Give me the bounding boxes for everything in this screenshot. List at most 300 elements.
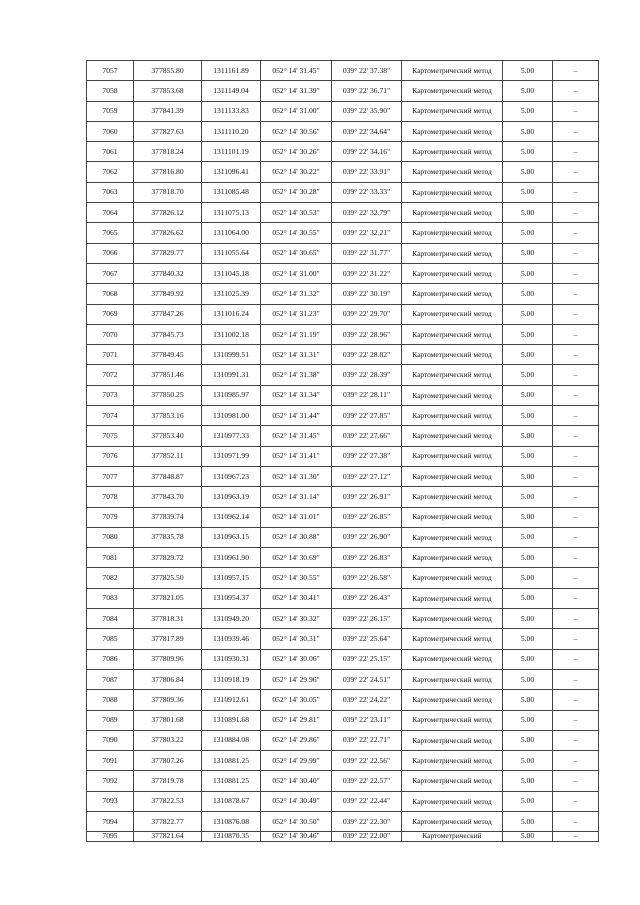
y-coordinate-cell: 1311133.83	[202, 101, 261, 121]
point-number-cell: 7060	[87, 121, 134, 141]
x-coordinate-cell: 377819.78	[134, 771, 202, 791]
precision-cell: 5.00	[503, 609, 553, 629]
x-coordinate-cell: 377801.68	[134, 710, 202, 730]
table-row	[87, 771, 599, 791]
table-row	[87, 446, 599, 466]
table-row	[87, 751, 599, 771]
method-cell: Картометрический метод	[402, 406, 503, 426]
point-number-cell: 7063	[87, 182, 134, 202]
precision-cell: 5.00	[503, 304, 553, 324]
x-coordinate-cell: 377829.77	[134, 243, 202, 263]
point-number-cell: 7093	[87, 791, 134, 811]
table-row	[87, 243, 599, 263]
latitude-cell: 052° 14' 30.28"	[261, 182, 332, 202]
point-number-cell: 7081	[87, 548, 134, 568]
longitude-cell: 039° 22' 29.70"	[332, 304, 402, 324]
precision-cell: 5.00	[503, 487, 553, 507]
y-coordinate-cell: 1311025.39	[202, 284, 261, 304]
point-number-cell: 7067	[87, 263, 134, 283]
point-number-cell: 7087	[87, 669, 134, 689]
y-coordinate-cell: 1310912.61	[202, 690, 261, 710]
y-coordinate-cell: 1311002.18	[202, 324, 261, 344]
x-coordinate-cell: 377803.22	[134, 730, 202, 750]
y-coordinate-cell: 1310963.19	[202, 487, 261, 507]
x-coordinate-cell: 377821.05	[134, 588, 202, 608]
method-cell: Картометрический метод	[402, 426, 503, 446]
note-cell: –	[553, 527, 599, 547]
method-cell: Картометрический метод	[402, 223, 503, 243]
latitude-cell: 052° 14' 31.45"	[261, 426, 332, 446]
x-coordinate-cell: 377809.36	[134, 690, 202, 710]
precision-cell: 5.00	[503, 832, 553, 842]
table-row	[87, 304, 599, 324]
table-row	[87, 629, 599, 649]
note-cell: –	[553, 507, 599, 527]
latitude-cell: 052° 14' 30.88"	[261, 527, 332, 547]
x-coordinate-cell: 377852.11	[134, 446, 202, 466]
y-coordinate-cell: 1311096.41	[202, 162, 261, 182]
longitude-cell: 039° 22' 32.21"	[332, 223, 402, 243]
y-coordinate-cell: 1311055.64	[202, 243, 261, 263]
note-cell: –	[553, 588, 599, 608]
longitude-cell: 039° 22' 25.15"	[332, 649, 402, 669]
precision-cell: 5.00	[503, 61, 553, 81]
precision-cell: 5.00	[503, 710, 553, 730]
y-coordinate-cell: 1311101.19	[202, 142, 261, 162]
point-number-cell: 7085	[87, 629, 134, 649]
latitude-cell: 052° 14' 30.65"	[261, 243, 332, 263]
x-coordinate-cell: 377825.50	[134, 568, 202, 588]
latitude-cell: 052° 14' 31.34"	[261, 385, 332, 405]
table-row	[87, 263, 599, 283]
longitude-cell: 039° 22' 22.71"	[332, 730, 402, 750]
y-coordinate-cell: 1310891.68	[202, 710, 261, 730]
precision-cell: 5.00	[503, 507, 553, 527]
longitude-cell: 039° 22' 33.33"	[332, 182, 402, 202]
x-coordinate-cell: 377853.40	[134, 426, 202, 446]
table-row	[87, 507, 599, 527]
y-coordinate-cell: 1310985.97	[202, 385, 261, 405]
longitude-cell: 039° 22' 36.71"	[332, 81, 402, 101]
x-coordinate-cell: 377851.46	[134, 365, 202, 385]
note-cell: –	[553, 811, 599, 831]
point-number-cell: 7058	[87, 81, 134, 101]
longitude-cell: 039° 22' 27.12"	[332, 466, 402, 486]
precision-cell: 5.00	[503, 811, 553, 831]
point-number-cell: 7095	[87, 832, 134, 842]
method-cell: Картометрический метод	[402, 507, 503, 527]
x-coordinate-cell: 377839.74	[134, 507, 202, 527]
point-number-cell: 7070	[87, 324, 134, 344]
x-coordinate-cell: 377826.12	[134, 203, 202, 223]
latitude-cell: 052° 14' 31.31"	[261, 345, 332, 365]
note-cell: –	[553, 568, 599, 588]
y-coordinate-cell: 1310881.25	[202, 771, 261, 791]
y-coordinate-cell: 1310881.25	[202, 751, 261, 771]
x-coordinate-cell: 377821.64	[134, 832, 202, 842]
note-cell: –	[553, 142, 599, 162]
y-coordinate-cell: 1310957.15	[202, 568, 261, 588]
precision-cell: 5.00	[503, 121, 553, 141]
point-number-cell: 7059	[87, 101, 134, 121]
y-coordinate-cell: 1311110.20	[202, 121, 261, 141]
point-number-cell: 7061	[87, 142, 134, 162]
longitude-cell: 039° 22' 28.39"	[332, 365, 402, 385]
x-coordinate-cell: 377807.26	[134, 751, 202, 771]
longitude-cell: 039° 22' 26.15"	[332, 609, 402, 629]
point-number-cell: 7091	[87, 751, 134, 771]
table-row	[87, 832, 599, 842]
precision-cell: 5.00	[503, 223, 553, 243]
x-coordinate-cell: 377827.63	[134, 121, 202, 141]
precision-cell: 5.00	[503, 284, 553, 304]
x-coordinate-cell: 377826.62	[134, 223, 202, 243]
point-number-cell: 7072	[87, 365, 134, 385]
latitude-cell: 052° 14' 31.23"	[261, 304, 332, 324]
longitude-cell: 039° 22' 31.22"	[332, 263, 402, 283]
precision-cell: 5.00	[503, 162, 553, 182]
method-cell: Картометрический метод	[402, 751, 503, 771]
latitude-cell: 052° 14' 31.14"	[261, 487, 332, 507]
longitude-cell: 039° 22' 28.96"	[332, 324, 402, 344]
longitude-cell: 039° 22' 24.51"	[332, 669, 402, 689]
latitude-cell: 052° 14' 31.01"	[261, 507, 332, 527]
note-cell: –	[553, 324, 599, 344]
method-cell: Картометрический метод	[402, 669, 503, 689]
longitude-cell: 039° 22' 25.64"	[332, 629, 402, 649]
latitude-cell: 052° 14' 31.00"	[261, 101, 332, 121]
y-coordinate-cell: 1310963.15	[202, 527, 261, 547]
x-coordinate-cell: 377822.53	[134, 791, 202, 811]
x-coordinate-cell: 377835.78	[134, 527, 202, 547]
point-number-cell: 7088	[87, 690, 134, 710]
x-coordinate-cell: 377806.84	[134, 669, 202, 689]
table-row	[87, 406, 599, 426]
note-cell: –	[553, 446, 599, 466]
method-cell: Картометрический метод	[402, 791, 503, 811]
x-coordinate-cell: 377849.92	[134, 284, 202, 304]
latitude-cell: 052° 14' 30.55"	[261, 223, 332, 243]
method-cell: Картометрический метод	[402, 61, 503, 81]
point-number-cell: 7069	[87, 304, 134, 324]
y-coordinate-cell: 1311085.48	[202, 182, 261, 202]
point-number-cell: 7083	[87, 588, 134, 608]
table-row	[87, 203, 599, 223]
table-row	[87, 730, 599, 750]
note-cell: –	[553, 751, 599, 771]
longitude-cell: 039° 22' 28.82"	[332, 345, 402, 365]
precision-cell: 5.00	[503, 751, 553, 771]
point-number-cell: 7057	[87, 61, 134, 81]
note-cell: –	[553, 101, 599, 121]
latitude-cell: 052° 14' 31.30"	[261, 466, 332, 486]
note-cell: –	[553, 487, 599, 507]
x-coordinate-cell: 377818.24	[134, 142, 202, 162]
method-cell: Картометрический метод	[402, 771, 503, 791]
note-cell: –	[553, 466, 599, 486]
method-cell: Картометрический метод	[402, 162, 503, 182]
longitude-cell: 039° 22' 26.91"	[332, 487, 402, 507]
x-coordinate-cell: 377818.31	[134, 609, 202, 629]
latitude-cell: 052° 14' 31.19"	[261, 324, 332, 344]
precision-cell: 5.00	[503, 629, 553, 649]
point-number-cell: 7075	[87, 426, 134, 446]
latitude-cell: 052° 14' 31.44"	[261, 406, 332, 426]
table-row	[87, 466, 599, 486]
point-number-cell: 7066	[87, 243, 134, 263]
point-number-cell: 7071	[87, 345, 134, 365]
method-cell: Картометрический метод	[402, 304, 503, 324]
x-coordinate-cell: 377855.80	[134, 61, 202, 81]
table-row	[87, 385, 599, 405]
note-cell: –	[553, 162, 599, 182]
latitude-cell: 052° 14' 30.05"	[261, 690, 332, 710]
note-cell: –	[553, 182, 599, 202]
table-row	[87, 791, 599, 811]
note-cell: –	[553, 203, 599, 223]
method-cell: Картометрический метод	[402, 284, 503, 304]
y-coordinate-cell: 1310977.33	[202, 426, 261, 446]
table-row	[87, 121, 599, 141]
point-number-cell: 7082	[87, 568, 134, 588]
y-coordinate-cell: 1311016.24	[202, 304, 261, 324]
point-number-cell: 7086	[87, 649, 134, 669]
method-cell: Картометрический метод	[402, 649, 503, 669]
precision-cell: 5.00	[503, 182, 553, 202]
x-coordinate-cell: 377850.25	[134, 385, 202, 405]
x-coordinate-cell: 377816.80	[134, 162, 202, 182]
latitude-cell: 052° 14' 31.39"	[261, 81, 332, 101]
table-row	[87, 609, 599, 629]
latitude-cell: 052° 14' 30.40"	[261, 771, 332, 791]
note-cell: –	[553, 832, 599, 842]
latitude-cell: 052° 14' 29.81"	[261, 710, 332, 730]
latitude-cell: 052° 14' 31.00"	[261, 263, 332, 283]
note-cell: –	[553, 284, 599, 304]
method-cell: Картометрический метод	[402, 730, 503, 750]
method-cell: Картометрический метод	[402, 690, 503, 710]
longitude-cell: 039° 22' 27.85"	[332, 406, 402, 426]
point-number-cell: 7062	[87, 162, 134, 182]
table-row	[87, 649, 599, 669]
y-coordinate-cell: 1311161.89	[202, 61, 261, 81]
note-cell: –	[553, 710, 599, 730]
note-cell: –	[553, 690, 599, 710]
precision-cell: 5.00	[503, 101, 553, 121]
note-cell: –	[553, 81, 599, 101]
point-number-cell: 7090	[87, 730, 134, 750]
table-row	[87, 81, 599, 101]
note-cell: –	[553, 385, 599, 405]
latitude-cell: 052° 14' 30.53"	[261, 203, 332, 223]
y-coordinate-cell: 1310999.51	[202, 345, 261, 365]
longitude-cell: 039° 22' 22.57"	[332, 771, 402, 791]
longitude-cell: 039° 22' 33.91"	[332, 162, 402, 182]
table-row	[87, 669, 599, 689]
document-page	[86, 60, 598, 842]
y-coordinate-cell: 1310981.00	[202, 406, 261, 426]
x-coordinate-cell: 377829.72	[134, 548, 202, 568]
longitude-cell: 039° 22' 22.44"	[332, 791, 402, 811]
latitude-cell: 052° 14' 30.22"	[261, 162, 332, 182]
method-cell: Картометрический метод	[402, 121, 503, 141]
longitude-cell: 039° 22' 32.79"	[332, 203, 402, 223]
note-cell: –	[553, 649, 599, 669]
note-cell: –	[553, 263, 599, 283]
precision-cell: 5.00	[503, 730, 553, 750]
coordinates-table	[86, 60, 599, 842]
longitude-cell: 039° 22' 23.11"	[332, 710, 402, 730]
method-cell: Картометрический метод	[402, 101, 503, 121]
longitude-cell: 039° 22' 37.38"	[332, 61, 402, 81]
latitude-cell: 052° 14' 29.86"	[261, 730, 332, 750]
precision-cell: 5.00	[503, 406, 553, 426]
precision-cell: 5.00	[503, 446, 553, 466]
note-cell: –	[553, 548, 599, 568]
longitude-cell: 039° 22' 22.30"	[332, 811, 402, 831]
y-coordinate-cell: 1310878.67	[202, 791, 261, 811]
method-cell: Картометрический метод	[402, 811, 503, 831]
longitude-cell: 039° 22' 26.58"	[332, 568, 402, 588]
table-row	[87, 284, 599, 304]
x-coordinate-cell: 377822.77	[134, 811, 202, 831]
longitude-cell: 039° 22' 22.00"	[332, 832, 402, 842]
table-row	[87, 487, 599, 507]
y-coordinate-cell: 1310918.19	[202, 669, 261, 689]
point-number-cell: 7089	[87, 710, 134, 730]
precision-cell: 5.00	[503, 548, 553, 568]
table-row	[87, 588, 599, 608]
point-number-cell: 7094	[87, 811, 134, 831]
method-cell: Картометрический метод	[402, 710, 503, 730]
method-cell: Картометрический метод	[402, 385, 503, 405]
x-coordinate-cell: 377848.87	[134, 466, 202, 486]
table-row	[87, 426, 599, 446]
longitude-cell: 039° 22' 31.77"	[332, 243, 402, 263]
y-coordinate-cell: 1311149.04	[202, 81, 261, 101]
longitude-cell: 039° 22' 34.64"	[332, 121, 402, 141]
point-number-cell: 7084	[87, 609, 134, 629]
method-cell: Картометрический метод	[402, 142, 503, 162]
precision-cell: 5.00	[503, 345, 553, 365]
method-cell: Картометрический метод	[402, 324, 503, 344]
precision-cell: 5.00	[503, 690, 553, 710]
x-coordinate-cell: 377809.96	[134, 649, 202, 669]
point-number-cell: 7078	[87, 487, 134, 507]
point-number-cell: 7079	[87, 507, 134, 527]
x-coordinate-cell: 377843.70	[134, 487, 202, 507]
method-cell: Картометрический метод	[402, 588, 503, 608]
precision-cell: 5.00	[503, 791, 553, 811]
precision-cell: 5.00	[503, 466, 553, 486]
latitude-cell: 052° 14' 30.69"	[261, 548, 332, 568]
precision-cell: 5.00	[503, 243, 553, 263]
x-coordinate-cell: 377840.32	[134, 263, 202, 283]
latitude-cell: 052° 14' 30.31"	[261, 629, 332, 649]
note-cell: –	[553, 345, 599, 365]
latitude-cell: 052° 14' 29.96"	[261, 669, 332, 689]
table-row	[87, 162, 599, 182]
table-row	[87, 223, 599, 243]
longitude-cell: 039° 22' 35.90"	[332, 101, 402, 121]
longitude-cell: 039° 22' 24.22"	[332, 690, 402, 710]
table-row	[87, 345, 599, 365]
y-coordinate-cell: 1310876.08	[202, 811, 261, 831]
precision-cell: 5.00	[503, 771, 553, 791]
note-cell: –	[553, 791, 599, 811]
precision-cell: 5.00	[503, 649, 553, 669]
longitude-cell: 039° 22' 28.11"	[332, 385, 402, 405]
method-cell: Картометрический метод	[402, 609, 503, 629]
method-cell: Картометрический метод	[402, 548, 503, 568]
precision-cell: 5.00	[503, 669, 553, 689]
note-cell: –	[553, 304, 599, 324]
x-coordinate-cell: 377849.45	[134, 345, 202, 365]
y-coordinate-cell: 1311045.18	[202, 263, 261, 283]
point-number-cell: 7080	[87, 527, 134, 547]
note-cell: –	[553, 771, 599, 791]
note-cell: –	[553, 730, 599, 750]
precision-cell: 5.00	[503, 568, 553, 588]
y-coordinate-cell: 1310991.31	[202, 365, 261, 385]
x-coordinate-cell: 377841.39	[134, 101, 202, 121]
method-cell: Картометрический метод	[402, 568, 503, 588]
point-number-cell: 7074	[87, 406, 134, 426]
table-row	[87, 527, 599, 547]
latitude-cell: 052° 14' 30.56"	[261, 121, 332, 141]
longitude-cell: 039° 22' 22.56"	[332, 751, 402, 771]
x-coordinate-cell: 377847.26	[134, 304, 202, 324]
table-row	[87, 811, 599, 831]
method-cell: Картометрический метод	[402, 629, 503, 649]
y-coordinate-cell: 1310884.08	[202, 730, 261, 750]
note-cell: –	[553, 629, 599, 649]
latitude-cell: 052° 14' 31.38"	[261, 365, 332, 385]
method-cell: Картометрический метод	[402, 182, 503, 202]
x-coordinate-cell: 377853.68	[134, 81, 202, 101]
longitude-cell: 039° 22' 26.85"	[332, 507, 402, 527]
table-row	[87, 61, 599, 81]
precision-cell: 5.00	[503, 385, 553, 405]
y-coordinate-cell: 1310967.23	[202, 466, 261, 486]
latitude-cell: 052° 14' 31.45"	[261, 61, 332, 81]
precision-cell: 5.00	[503, 365, 553, 385]
method-cell: Картометрический метод	[402, 263, 503, 283]
point-number-cell: 7092	[87, 771, 134, 791]
point-number-cell: 7077	[87, 466, 134, 486]
method-cell: Картометрический метод	[402, 81, 503, 101]
precision-cell: 5.00	[503, 426, 553, 446]
precision-cell: 5.00	[503, 81, 553, 101]
longitude-cell: 039° 22' 26.90"	[332, 527, 402, 547]
table-row	[87, 142, 599, 162]
latitude-cell: 052° 14' 31.32"	[261, 284, 332, 304]
longitude-cell: 039° 22' 27.66"	[332, 426, 402, 446]
note-cell: –	[553, 609, 599, 629]
latitude-cell: 052° 14' 30.46"	[261, 832, 332, 842]
note-cell: –	[553, 223, 599, 243]
latitude-cell: 052° 14' 31.41"	[261, 446, 332, 466]
point-number-cell: 7073	[87, 385, 134, 405]
x-coordinate-cell: 377818.70	[134, 182, 202, 202]
y-coordinate-cell: 1311064.00	[202, 223, 261, 243]
precision-cell: 5.00	[503, 588, 553, 608]
method-cell: Картометрический метод	[402, 527, 503, 547]
precision-cell: 5.00	[503, 324, 553, 344]
note-cell: –	[553, 669, 599, 689]
method-cell: Картометрический метод	[402, 466, 503, 486]
method-cell: Картометрический метод	[402, 243, 503, 263]
